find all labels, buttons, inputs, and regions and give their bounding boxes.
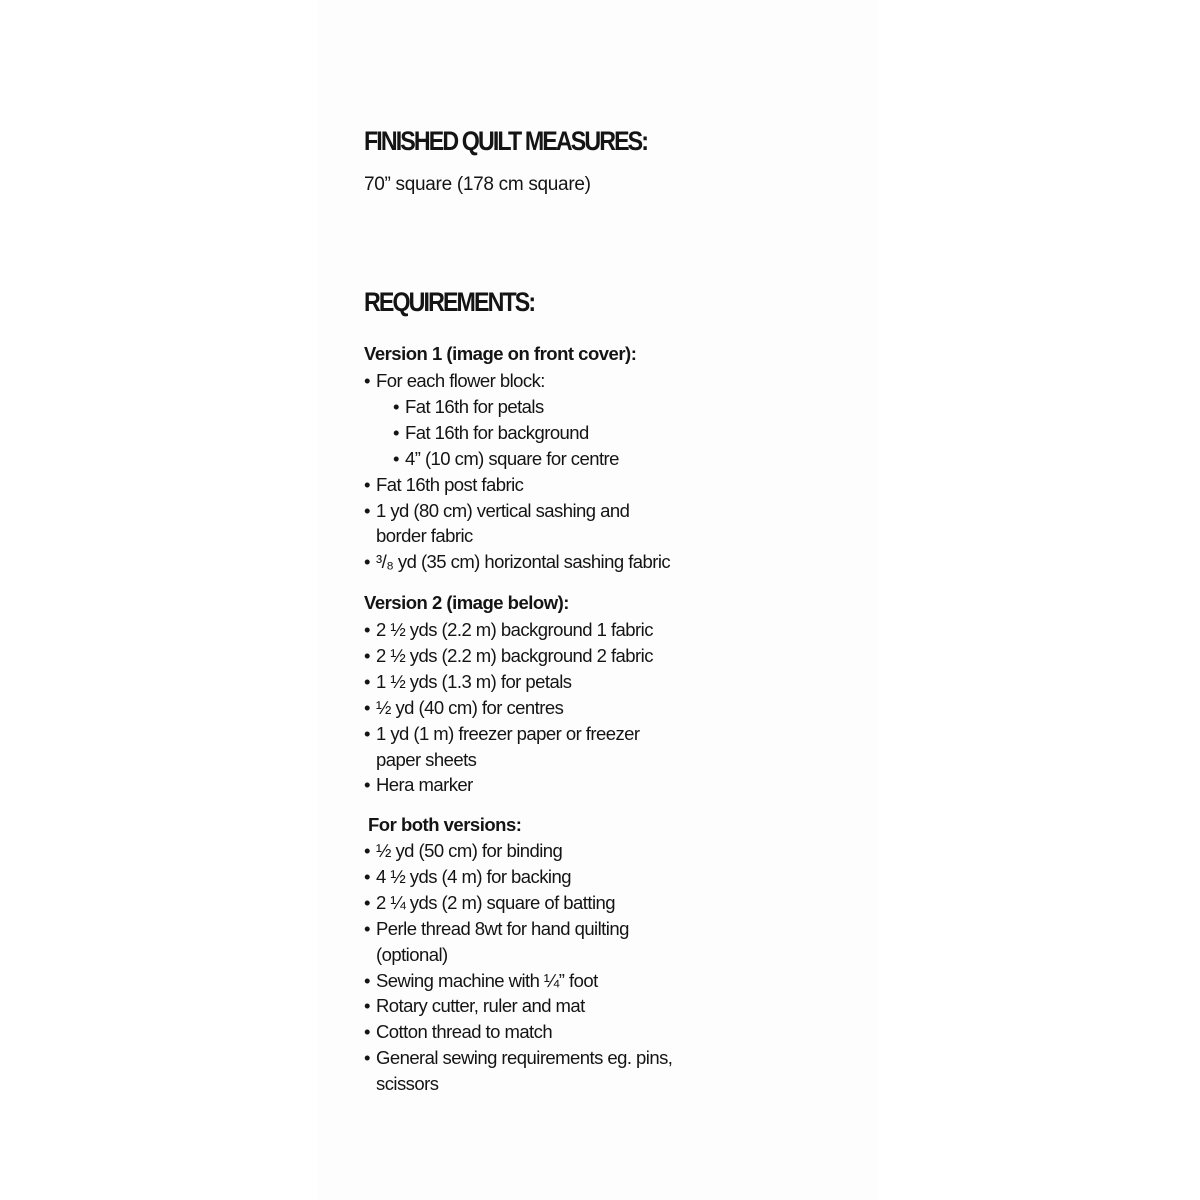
- bullet: •: [364, 1047, 370, 1069]
- bullet: •: [364, 722, 370, 744]
- list-item-text: Rotary cutter, ruler and mat: [376, 995, 585, 1017]
- list-item: [364, 549, 670, 575]
- list-item-text: Fat 16th post fabric: [376, 473, 524, 495]
- bullet: •: [364, 1021, 370, 1043]
- list-item-text: Fat 16th for petals: [405, 395, 544, 417]
- list-item-text: ½ yd (40 cm) for centres: [376, 696, 564, 718]
- version1-title: Version 1 (image on front cover):: [364, 343, 637, 364]
- list-item: [364, 1045, 672, 1071]
- bullet: •: [364, 696, 370, 718]
- list-item: [393, 394, 670, 420]
- list-item-text: 1 yd (1 m) freezer paper or freezer: [376, 722, 640, 744]
- bullet: •: [364, 473, 370, 495]
- bullet: •: [393, 447, 399, 469]
- list-item-text: 4 ½ yds (4 m) for backing: [376, 865, 571, 887]
- bullet: •: [364, 551, 370, 573]
- version2-list: [364, 617, 653, 798]
- list-item: [364, 695, 653, 721]
- list-item: [393, 420, 670, 446]
- list-item-text: Hera marker: [376, 774, 473, 796]
- list-item: [364, 617, 653, 643]
- bullet: •: [364, 995, 370, 1017]
- list-item: [364, 498, 670, 524]
- list-item-continuation: [364, 747, 653, 773]
- bullet: •: [364, 891, 370, 913]
- both-versions-title: For both versions:: [368, 814, 522, 835]
- finished-quilt-value: 70” square (178 cm square): [364, 174, 591, 195]
- version1-list: [364, 368, 670, 575]
- list-item-text: 2 ½ yds (2.2 m) background 2 fabric: [376, 644, 653, 666]
- list-item-text: ½ yd (50 cm) for binding: [376, 840, 563, 861]
- list-item: [364, 472, 670, 498]
- list-item-text: 1 yd (80 cm) vertical sashing and: [376, 499, 630, 521]
- requirements-heading: REQUIREMENTS:: [364, 287, 535, 317]
- list-item: [364, 864, 672, 890]
- list-item-text: (optional): [376, 943, 448, 965]
- bullet: •: [364, 670, 370, 692]
- list-item-text: 2 ½ yds (2.2 m) background 1 fabric: [376, 619, 653, 640]
- list-item-text: 1 ½ yds (1.3 m) for petals: [376, 670, 572, 692]
- list-item-text: border fabric: [376, 525, 473, 547]
- list-item: [364, 916, 672, 942]
- list-item-text: ³/₈ yd (35 cm) horizontal sashing fabric: [376, 551, 671, 573]
- list-item-text: 4” (10 cm) square for centre: [405, 447, 619, 469]
- bullet: •: [364, 644, 370, 666]
- bullet: •: [364, 370, 370, 391]
- list-item-text: General sewing requirements eg. pins,: [376, 1047, 673, 1069]
- list-item-text: paper sheets: [376, 748, 477, 770]
- list-item-continuation: [364, 1071, 672, 1097]
- bullet: •: [364, 840, 370, 861]
- list-item-text: For each flower block:: [376, 370, 545, 391]
- list-item-text: Sewing machine with ¼” foot: [376, 969, 598, 991]
- list-item: [364, 993, 672, 1019]
- list-item-text: Perle thread 8wt for hand quilting: [376, 917, 629, 939]
- finished-quilt-heading: FINISHED QUILT MEASURES:: [364, 126, 648, 156]
- list-item: [364, 968, 672, 994]
- list-item-text: Fat 16th for background: [405, 421, 589, 443]
- bullet: •: [364, 619, 370, 640]
- list-item: [364, 721, 653, 747]
- version2-title: Version 2 (image below):: [364, 592, 569, 613]
- list-item: [364, 643, 653, 669]
- bullet: •: [364, 865, 370, 887]
- list-item: [364, 772, 653, 798]
- bullet: •: [364, 969, 370, 991]
- list-item-text: scissors: [376, 1073, 439, 1095]
- list-item-continuation: [364, 942, 672, 968]
- list-item-text: 2 ¼ yds (2 m) square of batting: [376, 891, 615, 913]
- list-item: [364, 669, 653, 695]
- bullet: •: [364, 917, 370, 939]
- bullet: •: [393, 395, 399, 417]
- both-versions-list: [364, 838, 672, 1097]
- list-item: [364, 890, 672, 916]
- list-item: [393, 446, 670, 472]
- bullet: •: [393, 421, 399, 443]
- list-item-text: Cotton thread to match: [376, 1021, 553, 1043]
- list-item: [364, 368, 670, 394]
- list-item: [364, 1019, 672, 1045]
- list-item: [364, 838, 672, 864]
- bullet: •: [364, 774, 370, 796]
- list-item-continuation: [364, 523, 670, 549]
- bullet: •: [364, 499, 370, 521]
